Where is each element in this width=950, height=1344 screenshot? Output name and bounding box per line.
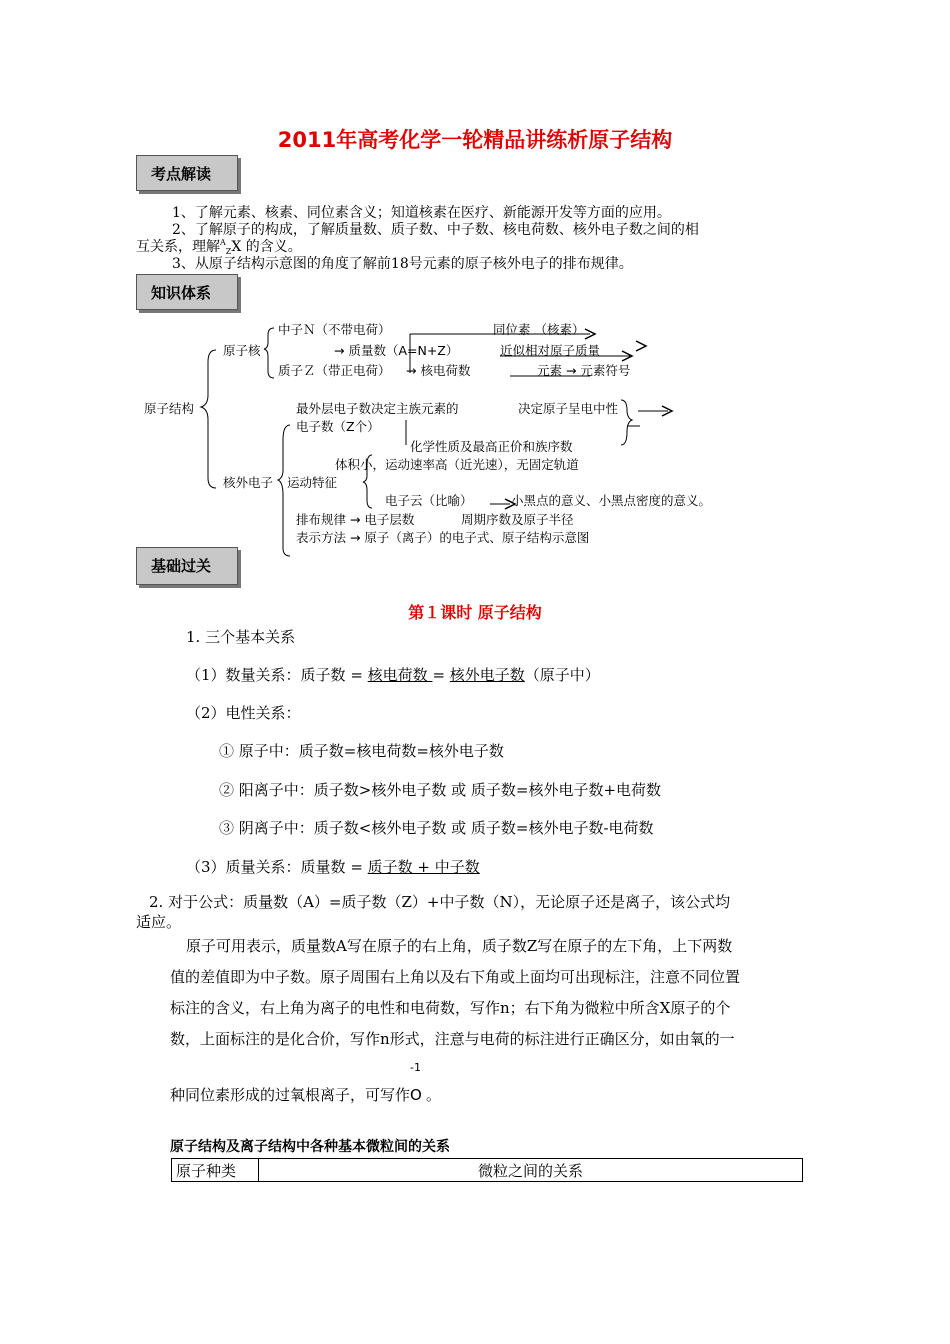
- document-title: 2011年高考化学一轮精品讲练析原子结构: [277, 128, 673, 152]
- nuclide-atomic-sub: Z: [225, 247, 232, 256]
- peroxide-symbol: -1 O: [410, 1061, 422, 1104]
- underline-electron-count: 核外电子数: [449, 666, 525, 684]
- section-label: 知识体系: [151, 284, 212, 302]
- diagram-arrange: 排布规律 → 电子层数: [296, 512, 415, 527]
- diagram-proton: 质子Ｚ（带正电荷）: [278, 363, 391, 378]
- table-header-relation: 微粒之间的关系: [259, 1159, 803, 1182]
- diagram-isotope: 同位素 （核素）: [493, 322, 585, 337]
- kaodian-item-2: 2、了解原子的构成，了解质量数、质子数、中子数、核电荷数、核外电子数之间的相: [172, 222, 699, 238]
- diagram-chem-props: 化学性质及最高正价和族序数: [410, 439, 573, 454]
- diagram-electron-count: 电子数（Z个）: [296, 419, 380, 434]
- relation-quantity: （1）数量关系：质子数 = 核电荷数 = 核外电子数（原子中）: [186, 666, 600, 684]
- table-title: 原子结构及离子结构中各种基本微粒间的关系: [170, 1139, 450, 1155]
- diagram-mass-number: → 质量数（A=N+Z）: [334, 343, 459, 358]
- lesson-title: 第１课时 原子结构: [408, 603, 542, 622]
- kaodian-item-2b: 互关系，理解: [136, 239, 220, 255]
- diagram-approx-mass: 近似相对原子质量: [500, 343, 601, 358]
- charge-item-anion: ③ 阴离子中：质子数<核外电子数 或 质子数=核外电子数-电荷数: [219, 819, 654, 837]
- diagram-represent: 表示方法 → 原子（离子）的电子式、原子结构示意图: [296, 530, 590, 545]
- table-header-atom-type: 原子种类: [172, 1159, 259, 1182]
- diagram-cloud-meaning: 小黑点的意义、小黑点密度的意义。: [511, 493, 712, 508]
- diagram-nucleus: 原子核: [223, 343, 261, 358]
- diagram-root: 原子结构: [144, 401, 195, 416]
- diagram-element: 元素 → 元素符号: [537, 363, 631, 378]
- diagram-cloud: 电子云（比喻）: [385, 493, 473, 508]
- underline-mass-sum: 质子数 + 中子数: [367, 858, 480, 876]
- charge-item-atom: ① 原子中：质子数=核电荷数=核外电子数: [219, 742, 504, 760]
- kaodian-item-2c: X 的含义。: [231, 239, 302, 255]
- charge-item-cation: ② 阳离子中：质子数>核外电子数 或 质子数=核外电子数+电荷数: [219, 781, 662, 799]
- relation-charge: （2）电性关系：: [186, 704, 301, 722]
- table-header-row: [172, 1159, 803, 1182]
- kaodian-item-3: 3、从原子结构示意图的角度了解前18号元素的原子核外电子的排布规律。: [172, 256, 633, 272]
- kaodian-item-1: 1、了解元素、核素、同位素含义；知道核素在医疗、新能源开发等方面的应用。: [172, 205, 671, 221]
- diagram-neutron: 中子Ｎ（不带电荷）: [278, 322, 391, 337]
- nuclide-mass-sup: A: [220, 238, 226, 247]
- explain-line-1: 原子可用表示，质量数A写在原子的右上角，质子数Z写在原子的左下角，上下两数: [186, 937, 733, 955]
- diagram-nuclear-charge: → 核电荷数: [406, 363, 471, 378]
- section-label: 基础过关: [151, 557, 212, 575]
- diagram-electroneutral: 决定原子呈电中性: [518, 401, 619, 416]
- formula-para-line-1: 2. 对于公式：质量数（A）=质子数（Z）+中子数（N），无论原子还是离子，该公式均: [149, 893, 731, 911]
- explain-line-4: 数，上面标注的是化合价，写作n形式，注意与电荷的标注进行正确区分，如由氧的一: [170, 1030, 735, 1048]
- diagram-motion: 运动特征: [287, 475, 338, 490]
- diagram-volume: 体积小，运动速率高（近光速），无固定轨道: [335, 457, 579, 472]
- diagram-period-radius: 周期序数及原子半径: [461, 512, 574, 527]
- diagram-outer-layer: 最外层电子数决定主族元素的: [296, 401, 459, 416]
- relation-mass: （3）质量关系：质量数 = 质子数 + 中子数: [186, 858, 480, 876]
- underline-nuclear-charge: 核电荷数: [367, 666, 433, 684]
- relation-table: [171, 1158, 803, 1182]
- peroxide-charge: -1: [410, 1061, 421, 1074]
- explain-line-2: 值的差值即为中子数。原子周围右上角以及右下角或上面均可出现标注，注意不同位置: [170, 968, 741, 986]
- explain-line-3: 标注的含义，右上角为离子的电性和电荷数，写作n；右下角为微粒中所含X原子的个: [170, 999, 731, 1017]
- basic-heading: 1. 三个基本关系: [186, 628, 296, 646]
- section-label: 考点解读: [151, 165, 212, 183]
- diagram-extranuclear: 核外电子: [223, 475, 274, 490]
- section-box-jichu: [136, 547, 238, 585]
- formula-para-line-2: 适应。: [136, 913, 182, 931]
- explain-line-5: 种同位素形成的过氧根离子，可写作 -1 O 。: [170, 1080, 441, 1110]
